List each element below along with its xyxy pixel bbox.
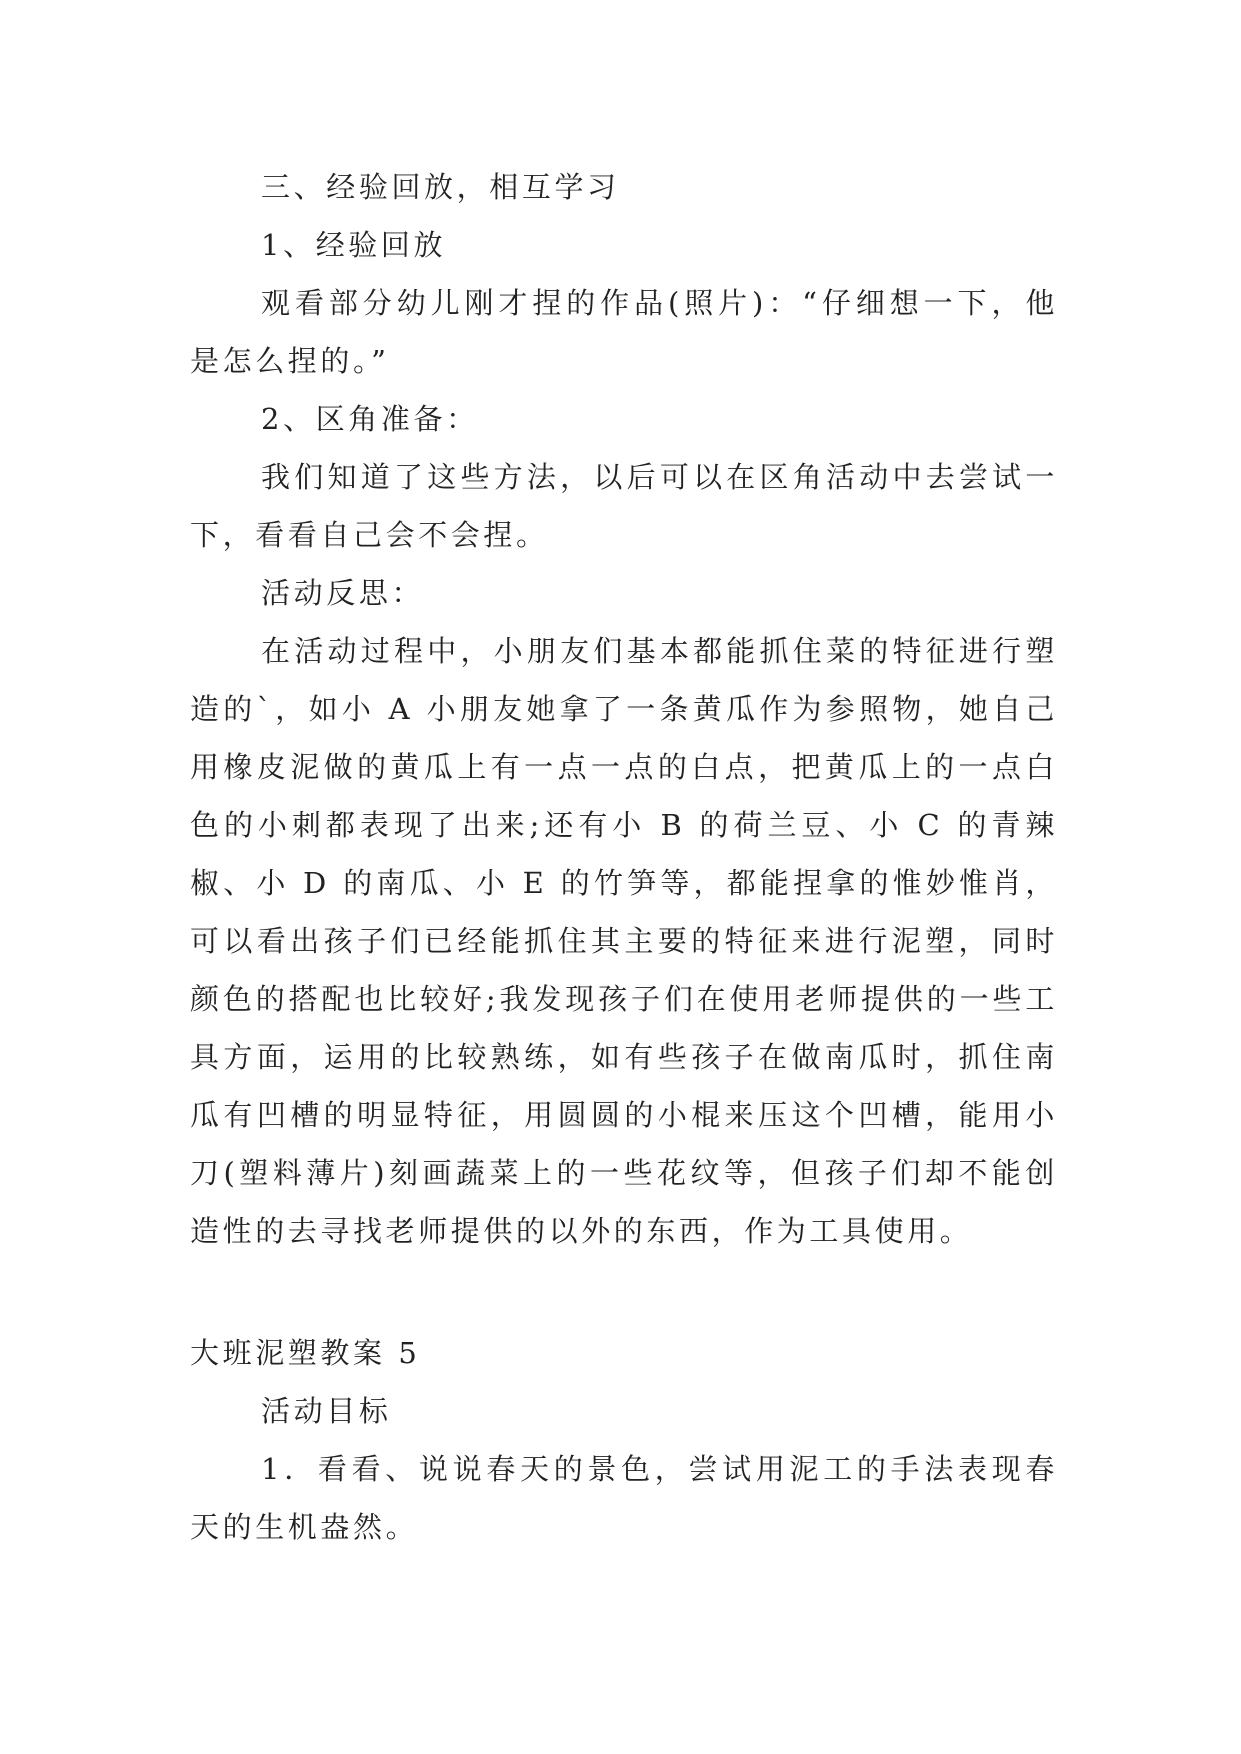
section-spacer: [190, 1260, 1058, 1324]
lesson-heading: 大班泥塑教案 5: [190, 1336, 421, 1370]
item1-paragraph: 观看部分幼儿刚才捏的作品(照片)：“仔细想一下，他是怎么捏的。”: [190, 286, 1058, 378]
goal-1-paragraph: 1．看看、说说春天的景色，尝试用泥工的手法表现春天的生机盎然。: [190, 1452, 1058, 1544]
goals-title: 活动目标: [261, 1394, 392, 1428]
reflection-paragraph: 在活动过程中，小朋友们基本都能抓住菜的特征进行塑造的`，如小 A 小朋友她拿了一条黄瓜作为参照物，她自己用橡皮泥做的黄瓜上有一点一点的白点，把黄瓜上的一点白色的小刺都表现了出来;还有小 B 的荷兰豆、小 C 的青辣椒、小 D 的南瓜、小 E 的竹笋等，都能捏拿的惟妙惟肖，可以看出孩子们已经能抓住其主要的特征来进行泥塑，同时颜色的搭配也比较好;我发现孩子们在使用老师提供的一些工具方面，运用的比较熟练，如有些孩子在做南瓜时，抓住南瓜有凹槽的明显特征，用圆圆的小棍来压这个凹槽，能用小刀(塑料薄片)刻画蔬菜上的一些花纹等，但孩子们却不能创造性的去寻找老师提供的以外的东西，作为工具使用。: [190, 634, 1058, 1248]
section-title: 三、经验回放，相互学习: [261, 170, 620, 204]
document-body: [190, 158, 1058, 1556]
reflection-title: 活动反思：: [261, 576, 425, 610]
item2-paragraph: 我们知道了这些方法，以后可以在区角活动中去尝试一下，看看自己会不会捏。: [190, 460, 1058, 552]
item2-title: 2、区角准备：: [261, 402, 479, 436]
item1-title: 1、经验回放: [261, 228, 447, 262]
